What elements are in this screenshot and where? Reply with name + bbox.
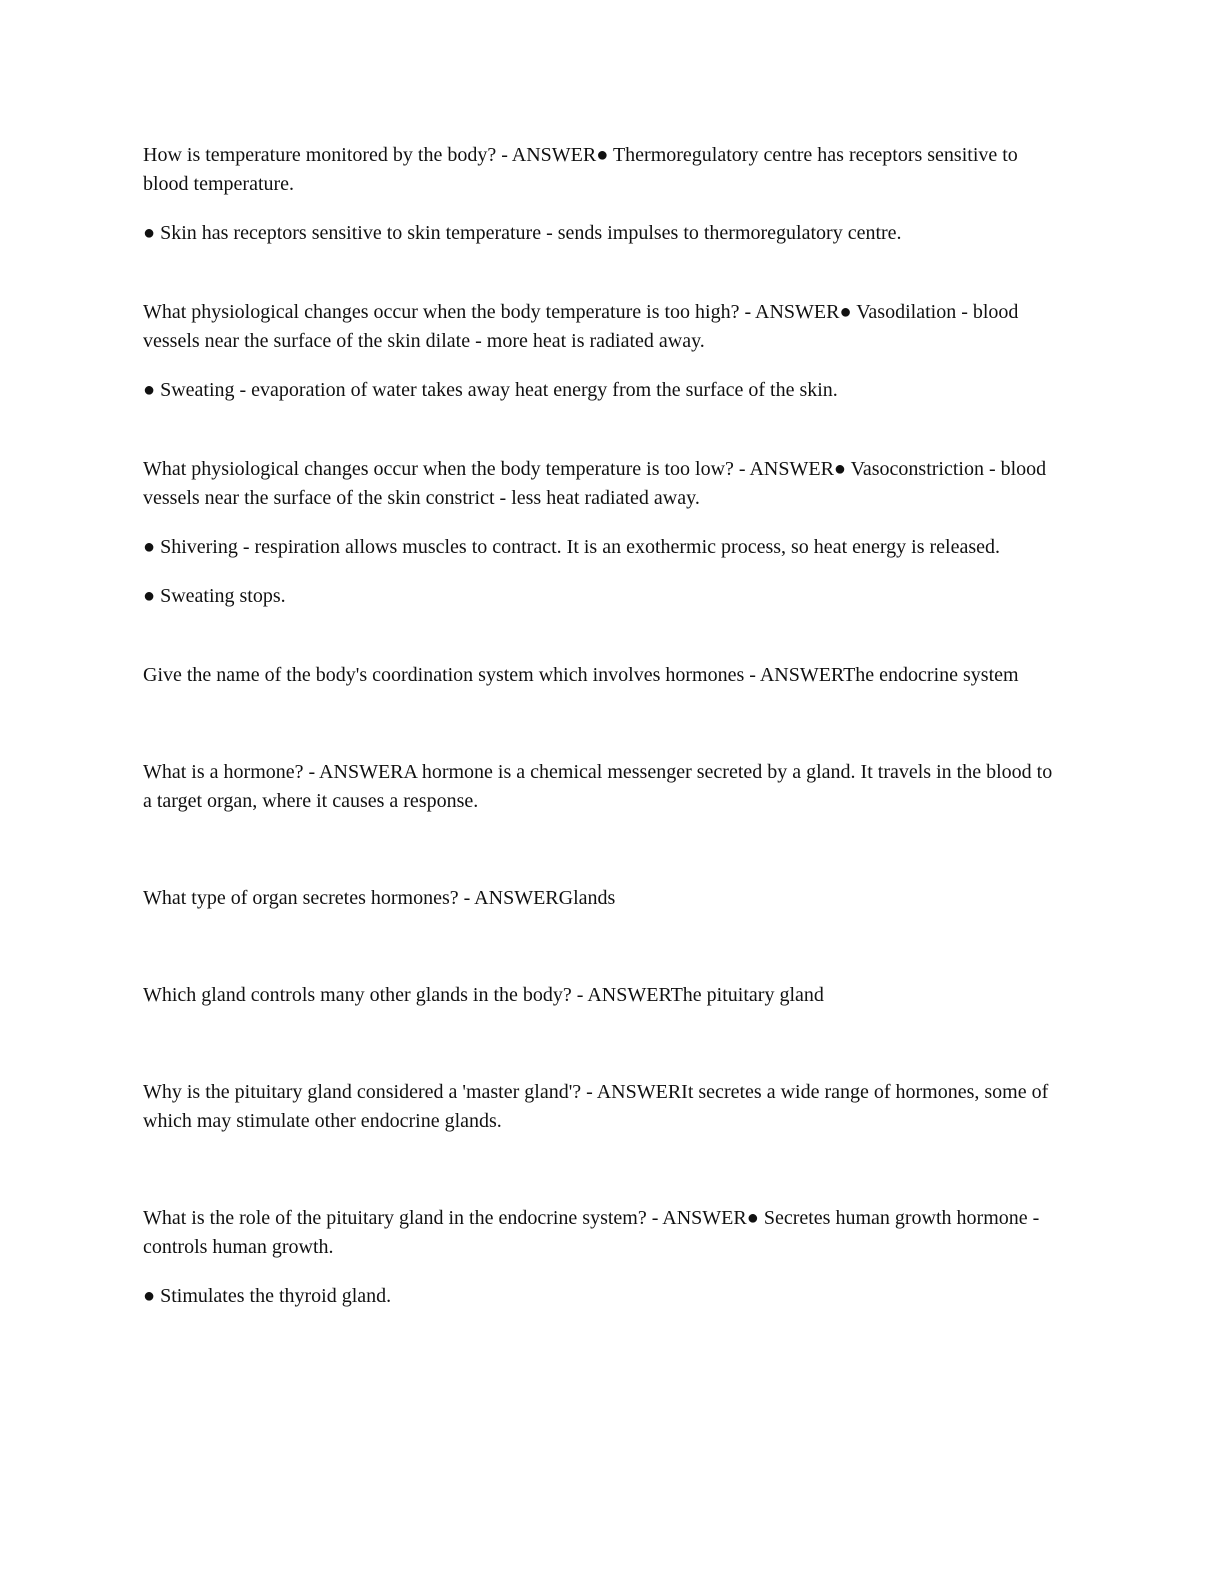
question-answer-text: What is a hormone? - ANSWERA hormone is a chemical messenger secreted by a gland. It travels in the blood to a target organ, where it causes a response. xyxy=(143,761,1053,812)
qa-card-coordination-system xyxy=(143,661,1063,690)
answer-bullet: ● Stimulates the thyroid gland. xyxy=(143,1285,392,1307)
document-page xyxy=(143,141,1063,1311)
question-answer-text: What physiological changes occur when the body temperature is too high? - ANSWER● Vasodilation - blood vessels near the surface of the skin dilate - more heat is radiated away. xyxy=(143,301,1019,352)
answer-bullet: ● Sweating stops. xyxy=(143,585,286,607)
question-answer-text: What physiological changes occur when the body temperature is too low? - ANSWER● Vasoconstriction - blood vessels near the surface of the skin constrict - less heat radiated away. xyxy=(143,458,1047,509)
answer-bullet: ● Shivering - respiration allows muscles to contract. It is an exothermic process, so heat energy is released. xyxy=(143,536,1001,558)
qa-card-temperature-too-low xyxy=(143,455,1063,611)
question-answer-text: Which gland controls many other glands in the body? - ANSWERThe pituitary gland xyxy=(143,984,824,1006)
qa-card-temperature-too-high xyxy=(143,298,1063,405)
question-answer-text: How is temperature monitored by the body? - ANSWER● Thermoregulatory centre has receptors sensitive to blood temperature. xyxy=(143,144,1018,195)
qa-card-pituitary-role xyxy=(143,1204,1063,1311)
question-answer-text: Give the name of the body's coordination system which involves hormones - ANSWERThe endocrine system xyxy=(143,664,1019,686)
qa-card-controlling-gland xyxy=(143,981,1063,1010)
question-answer-text: What is the role of the pituitary gland in the endocrine system? - ANSWER● Secretes human growth hormone - controls human growth. xyxy=(143,1207,1040,1258)
qa-card-hormone-definition xyxy=(143,758,1063,816)
qa-card-master-gland xyxy=(143,1078,1063,1136)
answer-bullet: ● Sweating - evaporation of water takes away heat energy from the surface of the skin. xyxy=(143,379,838,401)
question-answer-text: Why is the pituitary gland considered a 'master gland'? - ANSWERIt secretes a wide range of hormones, some of which may stimulate other endocrine glands. xyxy=(143,1081,1049,1132)
question-answer-text: What type of organ secretes hormones? - ANSWERGlands xyxy=(143,887,616,909)
qa-card-organ-type xyxy=(143,884,1063,913)
qa-card-temperature-monitoring xyxy=(143,141,1063,248)
answer-bullet: ● Skin has receptors sensitive to skin temperature - sends impulses to thermoregulatory centre. xyxy=(143,222,902,244)
